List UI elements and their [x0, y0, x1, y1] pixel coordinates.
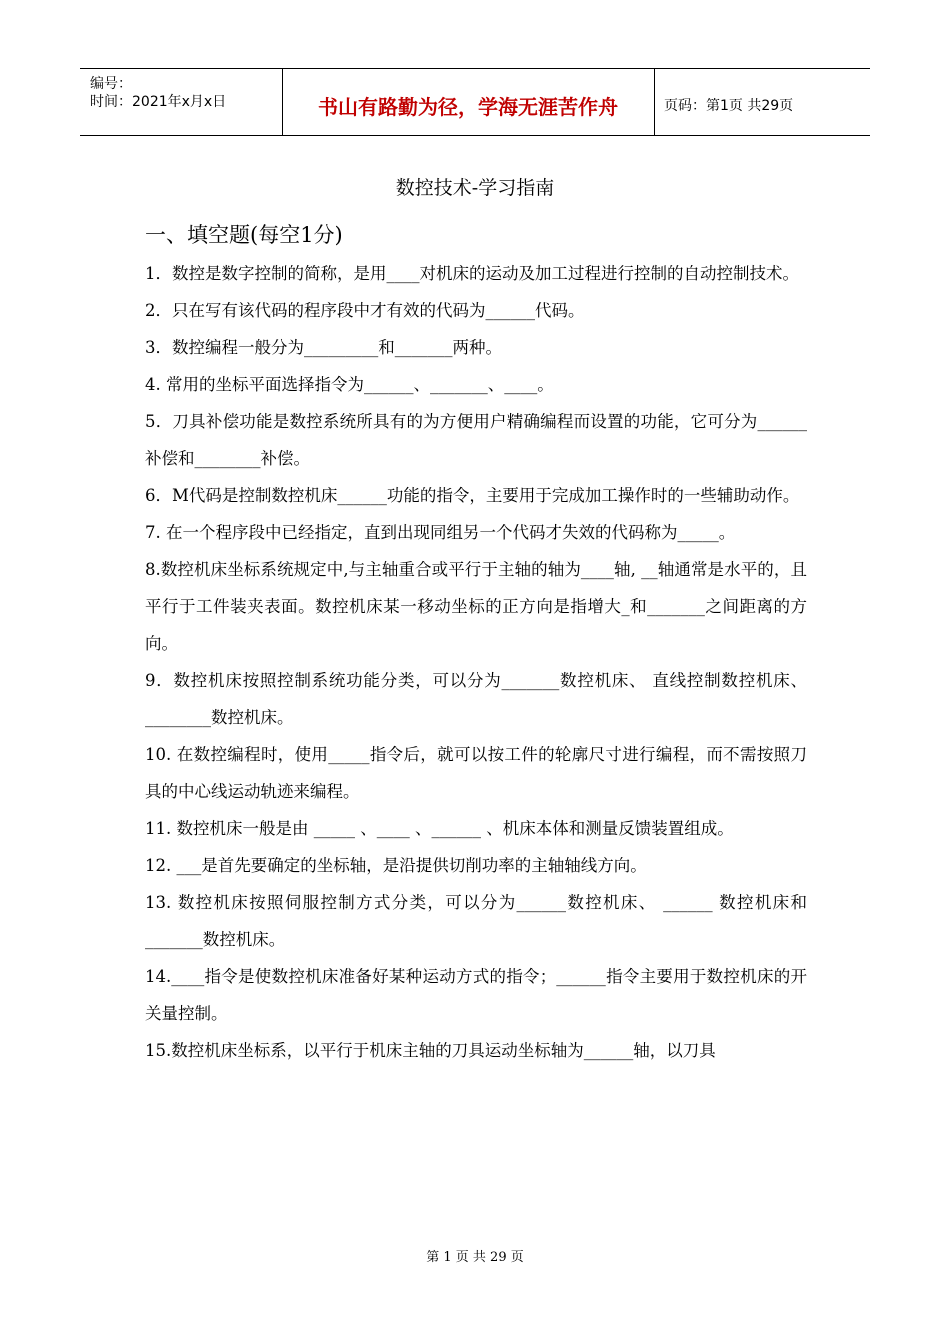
number-label: 编号： [90, 76, 132, 92]
question-1: 1．数控是数字控制的简称，是用____对机床的运动及加工过程进行控制的自动控制技术。 [145, 264, 799, 283]
header-info-cell [80, 69, 283, 135]
page-info: 页码：第1页 共29页 [664, 98, 794, 114]
header-page-cell [654, 69, 870, 135]
section-title: 一、填空题(每空1分) [145, 223, 343, 247]
page-footer: 第 1 页 共 29 页 [426, 1250, 524, 1265]
question-13: 13. 数控机床按照伺服控制方式分类，可以分为______数控机床、 ______ 数控机床和_______数控机床。 [145, 893, 807, 949]
question-12: 12. ___是首先要确定的坐标轴，是沿提供切削功率的主轴轴线方向。 [145, 856, 647, 875]
question-list [145, 255, 807, 1069]
question-3: 3．数控编程一般分为_________和_______两种。 [145, 338, 502, 357]
motto: 书山有路勤为径，学海无涯苦作舟 [318, 95, 618, 119]
question-2: 2．只在写有该代码的程序段中才有效的代码为______代码。 [145, 301, 585, 320]
question-10: 10. 在数控编程时，使用_____指令后，就可以按工件的轮廓尺寸进行编程，而不需按照刀具的中心线运动轨迹来编程。 [145, 745, 807, 801]
question-7: 7. 在一个程序段中已经指定，直到出现同组另一个代码才失效的代码称为_____。 [145, 523, 736, 542]
question-15: 15.数控机床坐标系，以平行于机床主轴的刀具运动坐标轴为______轴，以刀具 [145, 1041, 716, 1060]
question-6: 6．M代码是控制数控机床______功能的指令，主要用于完成加工操作时的一些辅助动作。 [145, 486, 800, 505]
question-11: 11. 数控机床一般是由 _____ 、____ 、______ 、机床本体和测量反馈装置组成。 [145, 819, 734, 838]
question-8: 8.数控机床坐标系统规定中,与主轴重合或平行于主轴的轴为____轴, __轴通常是水平的，且平行于工件装夹表面。数控机床某一移动坐标的正方向是指增大_和_______之间距离的方向。 [145, 560, 807, 653]
page-title: 数控技术-学习指南 [395, 177, 555, 199]
question-14: 14.____指令是使数控机床准备好某种运动方式的指令；______指令主要用于数控机床的开关量控制。 [145, 967, 807, 1023]
question-5: 5．刀具补偿功能是数控系统所具有的为方便用户精确编程而设置的功能，它可分为______补偿和________补偿。 [145, 412, 807, 468]
question-9: 9．数控机床按照控制系统功能分类，可以分为_______数控机床、 直线控制数控机床、________数控机床。 [145, 671, 807, 727]
header-table [80, 68, 870, 136]
question-4: 4. 常用的坐标平面选择指令为______、_______、____。 [145, 375, 554, 394]
time-label: 时间：2021年x月x日 [90, 94, 227, 110]
header-motto-cell [282, 69, 655, 135]
